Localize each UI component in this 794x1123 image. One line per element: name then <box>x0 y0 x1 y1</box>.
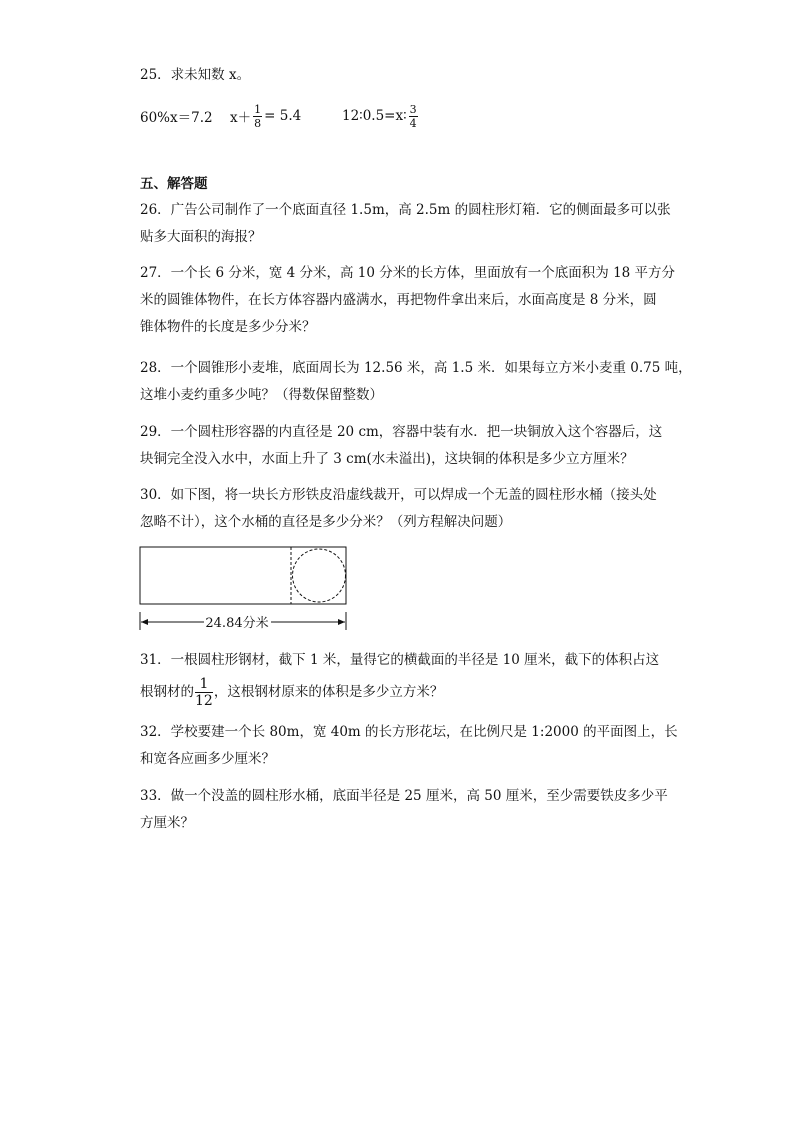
question-28-line-1: 28．一个圆锥形小麦堆，底面周长为 12.56 米，高 1.5 米．如果每立方米小麦重 0.75 吨， <box>140 360 692 376</box>
question-28-line-2: 这堆小麦约重多少吨？（得数保留整数） <box>140 387 383 403</box>
equation-2-prefix: x＋ <box>230 110 252 126</box>
fraction-numerator: 1 <box>199 675 209 692</box>
iron-sheet-rectangle <box>140 547 346 604</box>
question-30-line-2: 忽略不计），这个水桶的直径是多少分米？（列方程解决问题） <box>140 514 512 530</box>
question-31-line-2 <box>140 674 670 710</box>
section-title: 五、解答题 <box>140 176 208 192</box>
question-32-line-2: 和宽各应画多少厘米？ <box>140 751 275 767</box>
question-33-line-2: 方厘米？ <box>140 815 194 831</box>
question-31-line-2-prefix: 根钢材的 <box>140 684 194 700</box>
question-33 <box>140 783 670 837</box>
question-31-line-2-suffix: ，这根钢材原来的体积是多少立方米？ <box>213 684 444 700</box>
question-29-line-2: 块铜完全没入水中，水面上升了 3 cm(水未溢出)，这块铜的体积是多少立方厘米？ <box>140 451 634 467</box>
question-30-line-1: 30．如下图，将一块长方形铁皮沿虚线裁开，可以焊成一个无盖的圆柱形水桶（接头处 <box>140 487 657 503</box>
question-26-line-1: 26．广告公司制作了一个底面直径 1.5m，高 2.5m 的圆柱形灯箱．它的侧面最多可以张 <box>140 202 671 218</box>
equation-3-prefix: 12∶0.5=x∶ <box>342 108 407 124</box>
fraction-numerator: 1 <box>254 102 262 116</box>
dimension-label: 24.84分米 <box>205 616 269 631</box>
question-26-line-2: 贴多大面积的海报？ <box>140 229 262 245</box>
question-32-line-1: 32．学校要建一个长 80m，宽 40m 的长方形花坛，在比例尺是 1:2000 的平面图上，长 <box>140 724 678 740</box>
question-32 <box>140 719 678 773</box>
fraction-denominator: 8 <box>254 116 262 130</box>
question-31 <box>140 647 670 710</box>
question-33-line-1: 33．做一个没盖的圆柱形水桶，底面半径是 25 厘米，高 50 厘米，至少需要铁皮多少平 <box>140 788 668 804</box>
question-27-line-1: 27．一个长 6 分米，宽 4 分米，高 10 分米的长方体，里面放有一个底面积为 18 平方分 <box>140 265 676 281</box>
equation-2-suffix: = 5.4 <box>264 108 302 124</box>
question-25-title: 25．求未知数 x。 <box>140 67 251 83</box>
arrow-left-icon <box>141 619 148 625</box>
fraction-numerator: 3 <box>409 102 417 116</box>
fraction-denominator: 4 <box>409 116 417 130</box>
fraction-denominator: 12 <box>195 692 213 709</box>
equation-1-text: 60%x＝7.2 <box>140 110 213 126</box>
base-dashed-circle <box>293 549 346 602</box>
question-31-line-1: 31．一根圆柱形钢材，截下 1 米，量得它的横截面的半径是 10 厘米，截下的体积占这 <box>140 652 660 668</box>
question-27-line-3: 锥体物件的长度是多少分米？ <box>140 319 316 335</box>
arrow-right-icon <box>338 619 345 625</box>
question-27-line-2: 米的圆锥体物件，在长方体容器内盛满水，再把物件拿出来后，水面高度是 8 分米，圆 <box>140 292 657 308</box>
question-31-fraction <box>195 676 213 709</box>
question-29-line-1: 29．一个圆柱形容器的内直径是 20 cm，容器中装有水．把一块铜放入这个容器后，这 <box>140 424 663 440</box>
